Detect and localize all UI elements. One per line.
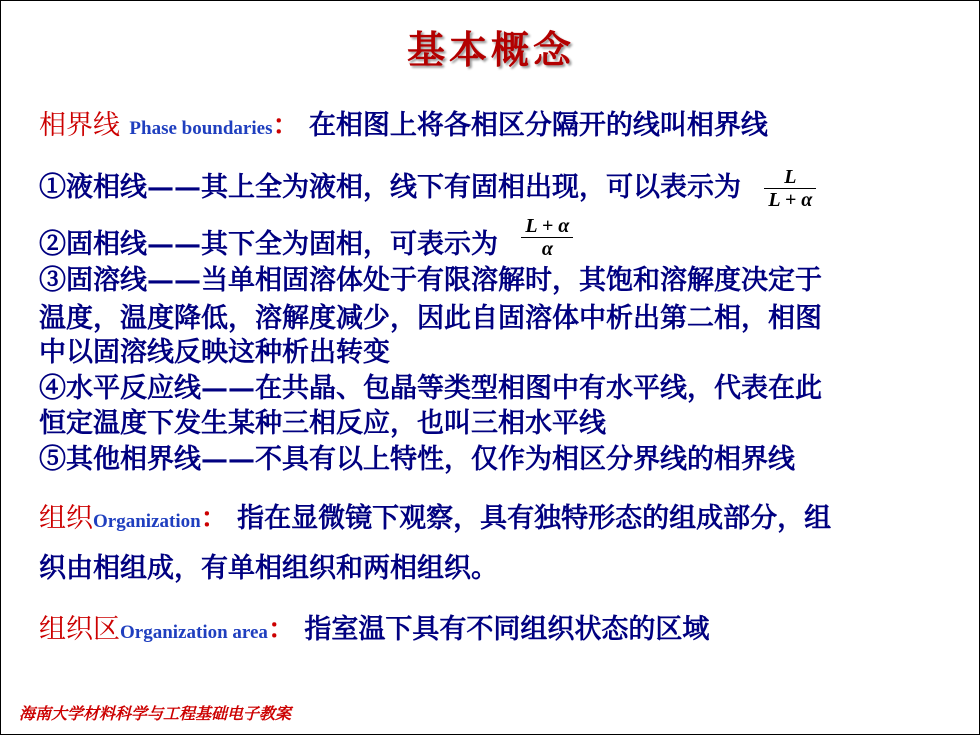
solidus-fraction-numerator: L + α xyxy=(521,215,573,238)
organization-line-2: 织由相组成，有单相组织和两相组织。 xyxy=(39,553,498,584)
solidus-fraction-denominator: α xyxy=(541,238,553,260)
organization-area-colon: ： xyxy=(267,614,295,645)
horizontal-line-2: 恒定温度下发生某种三相反应，也叫三相水平线 xyxy=(39,408,606,439)
organization-term: 组织 xyxy=(39,503,93,534)
solvus-line-2: 温度，温度降低，溶解度减少，因此自固溶体中析出第二相，相图 xyxy=(39,303,822,334)
phase-boundary-term: 相界线 xyxy=(39,110,120,141)
liquidus-text: ①液相线——其上全为液相，线下有固相出现，可以表示为 xyxy=(39,172,741,203)
other-boundary-line: ⑤其他相界线——不具有以上特性，仅作为相区分界线的相界线 xyxy=(39,444,795,475)
liquidus-fraction xyxy=(764,166,816,211)
phase-boundary-definition: 在相图上将各相区分隔开的线叫相界线 xyxy=(308,110,768,141)
organization-colon: ： xyxy=(200,503,228,534)
organization-area-english: Organization area xyxy=(120,622,268,643)
footer-credit: 海南大学材料科学与工程基础电子教案 xyxy=(19,704,292,723)
solvus-line-1: ③固溶线——当单相固溶体处于有限溶解时，其饱和溶解度决定于 xyxy=(39,265,822,296)
slide-title: 基本概念 xyxy=(406,27,575,72)
liquidus-fraction-numerator: L xyxy=(764,166,816,189)
organization-english: Organization xyxy=(93,511,201,532)
liquidus-line xyxy=(39,166,816,211)
liquidus-fraction-denominator: L + α xyxy=(768,189,813,211)
organization-line-1 xyxy=(39,501,831,540)
solidus-text: ②固相线——其下全为固相，可表示为 xyxy=(39,229,498,260)
phase-boundary-line xyxy=(39,108,768,147)
organization-definition-1: 指在显微镜下观察，具有独特形态的组成部分，组 xyxy=(237,503,832,534)
phase-boundary-colon: ： xyxy=(272,110,300,141)
solvus-line-3: 中以固溶线反映这种析出转变 xyxy=(39,337,390,368)
organization-area-definition: 指室温下具有不同组织状态的区域 xyxy=(304,614,710,645)
solidus-line xyxy=(39,215,573,268)
solidus-fraction xyxy=(521,215,573,260)
horizontal-line-1: ④水平反应线——在共晶、包晶等类型相图中有水平线，代表在此 xyxy=(39,373,822,404)
phase-boundary-english: Phase boundaries xyxy=(129,118,273,139)
organization-area-term: 组织区 xyxy=(39,614,120,645)
organization-area-line xyxy=(39,612,709,651)
